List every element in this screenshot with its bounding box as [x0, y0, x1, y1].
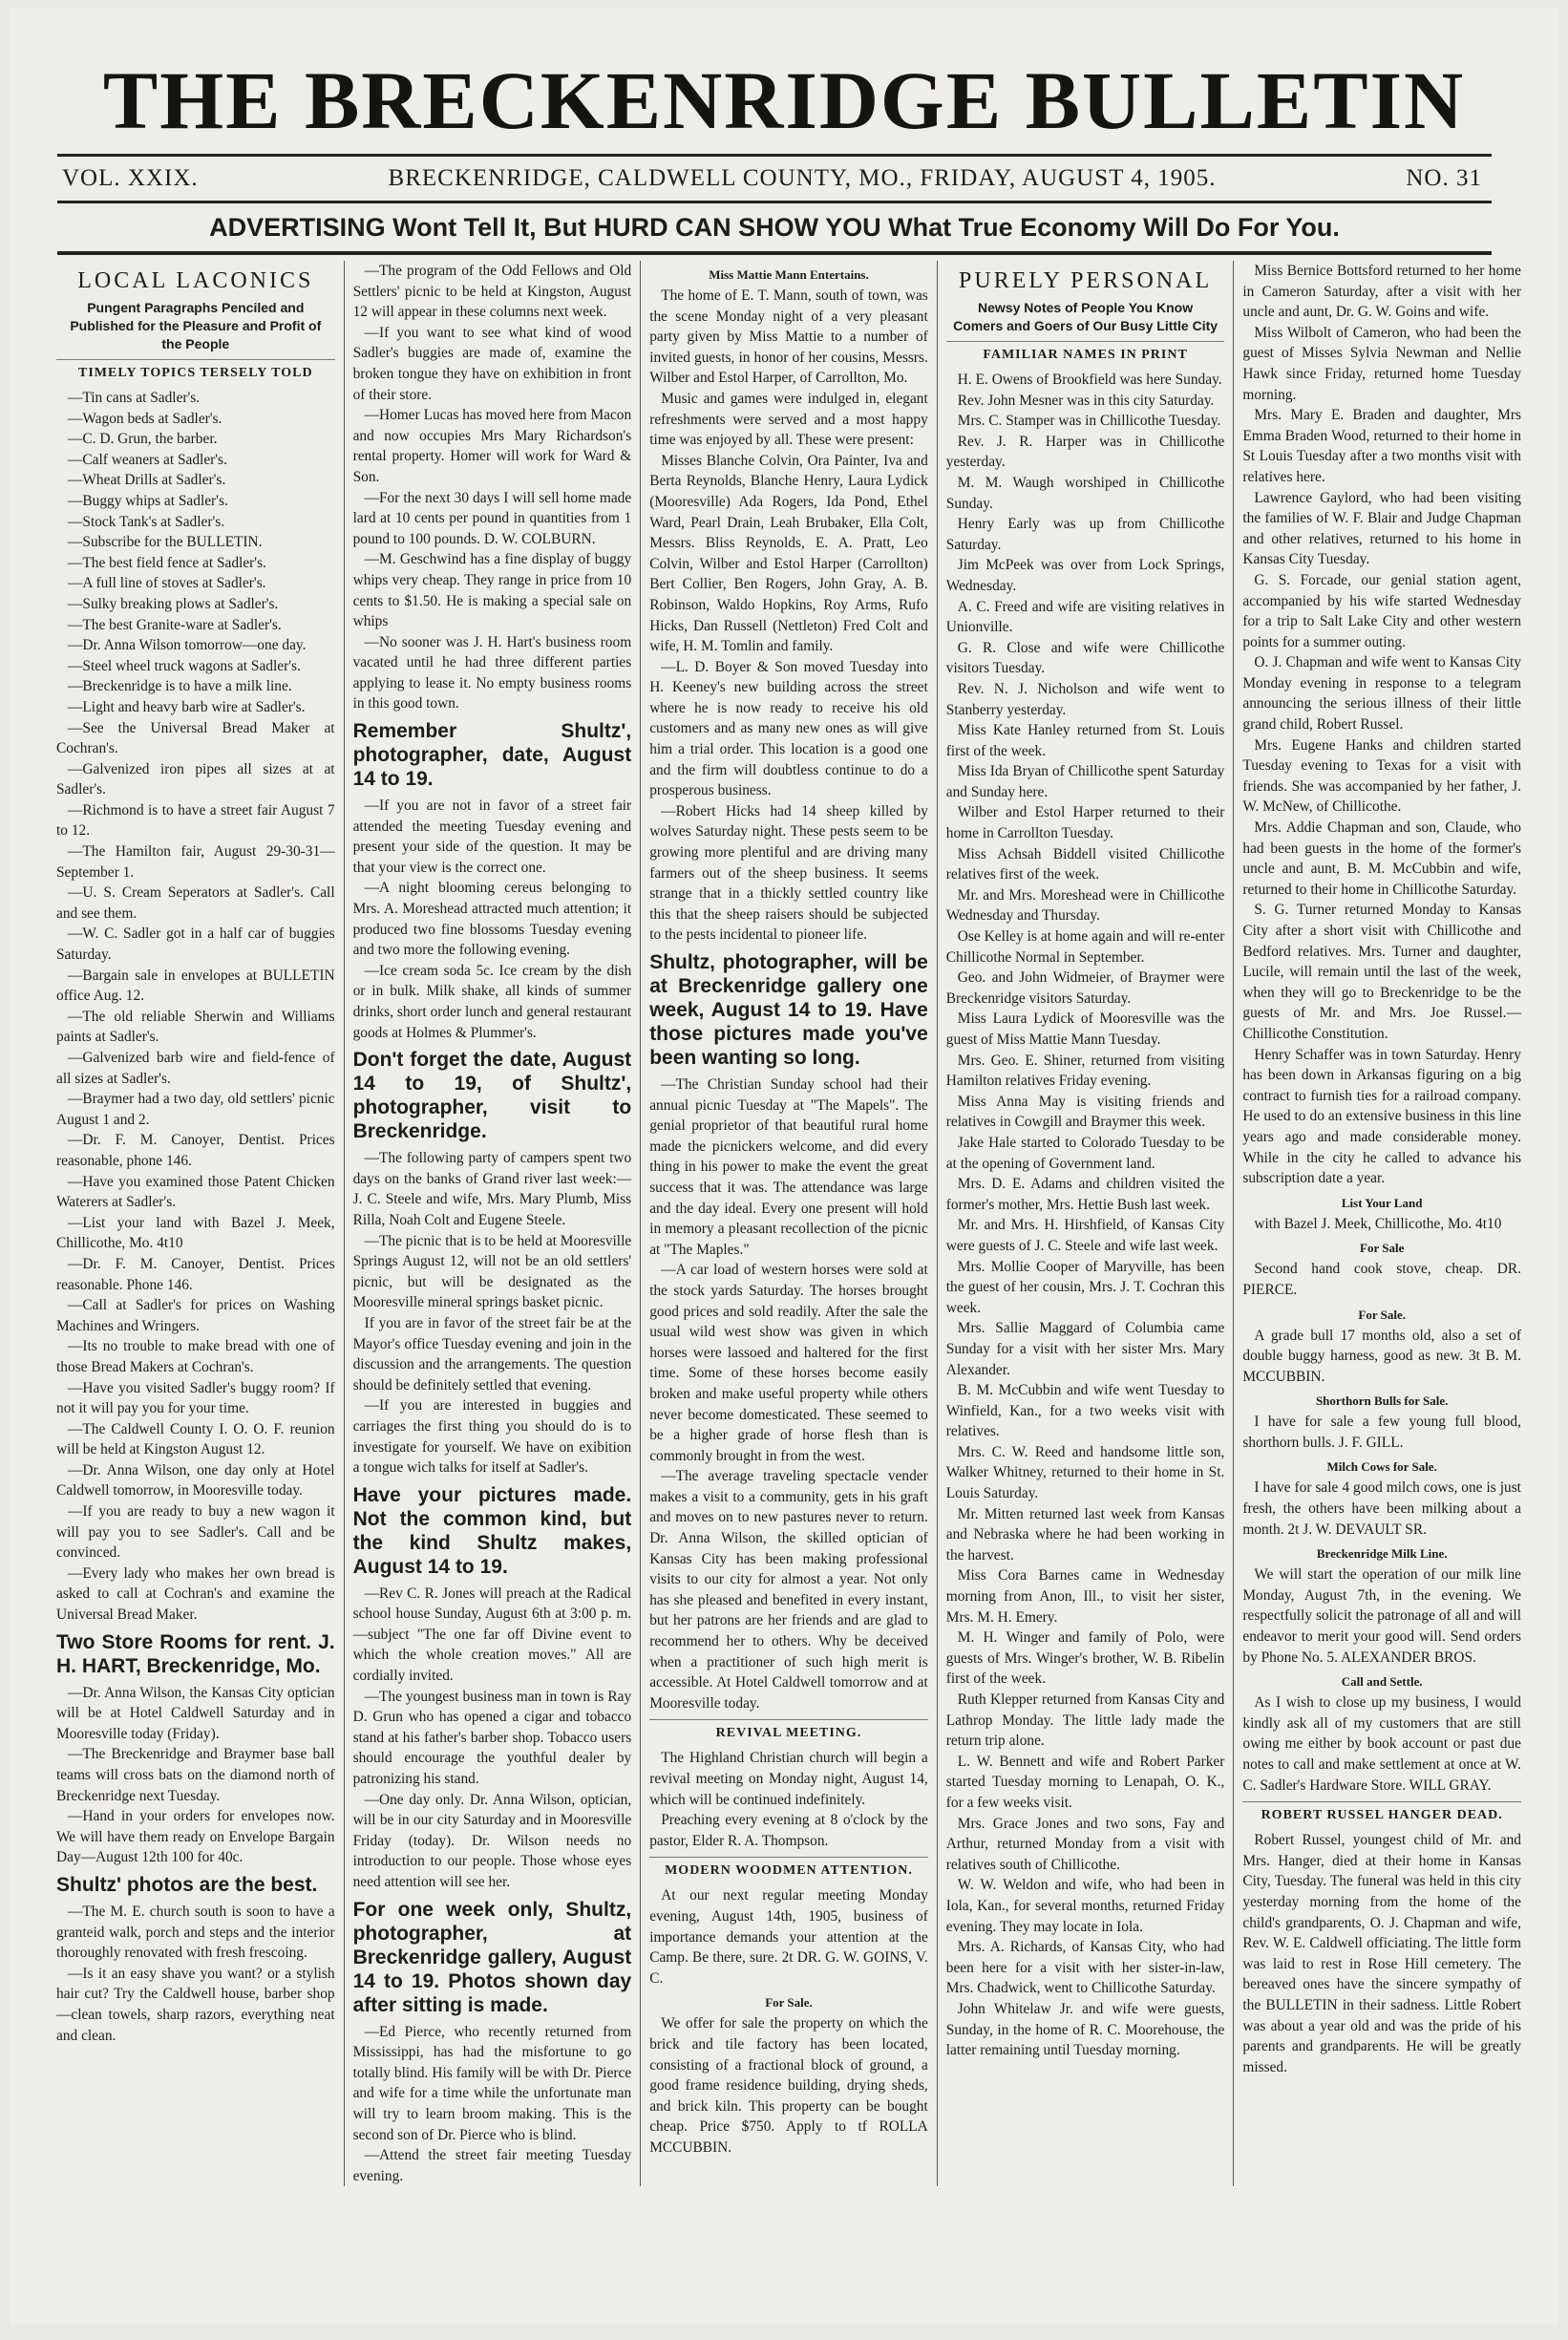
news-item: Ose Kelley is at home again and will re-enter Chillicothe Normal in September. [945, 928, 1225, 966]
news-item: —Ed Pierce, who recently returned from Mississippi, has had the misfortune to go totally blind. His family will be with Dr. Pierce and wife for a time while the unfortunate man will try to learn broom making. This is the second son of Dr. Pierce who is blind. [352, 2023, 632, 2143]
news-item: —Galvenized barb wire and field-fence of all sizes at Sadler's. [56, 1050, 335, 1087]
advertising-slogan: ADVERTISING Wont Tell It, But HURD CAN SHOW YOU What True Economy Will Do For You. [209, 213, 1340, 242]
item-heading: List Your Land [1341, 1195, 1423, 1210]
news-item: —The average traveling spectacle vender makes a visit to a community, gets in his graft and moves on to new pastures never to return. Dr. Anna Wilson, the skilled optician of Kansas City has been making professional visits to our city for almost a year. Not only has she pleased and benefited in every instant, but her patrons are her friends and are glad to recommend her to others. Why be deceived when a practitioner of such high merit is accessible. At Hotel Caldwell tomorrow and at Mooresville today. [649, 1468, 928, 1712]
item-heading: Milch Cows for Sale. [1326, 1459, 1437, 1475]
news-item: —U. S. Cream Seperators at Sadler's. Call and see them. [56, 884, 335, 922]
news-item: —Subscribe for the BULLETIN. [68, 534, 263, 551]
news-item: —Buggy whips at Sadler's. [68, 492, 228, 509]
column-5 [1234, 261, 1530, 2186]
news-item: Mrs. Eugene Hanks and children started Tuesday evening to Texas for a visit with friends. She was accompanied by her father, J. W. McNew, of Chillicothe. [1242, 736, 1521, 816]
news-item: We will start the operation of our milk line Monday, August 7th, in the evening. We respectfully solicit the patronage of all and will endeavor to merit your good will. Send orders by Phone No. 5. ALEXANDER BROS. [1242, 1566, 1521, 1666]
news-item: Miss Kate Hanley returned from St. Louis first of the week. [945, 722, 1225, 759]
news-item: Lawrence Gaylord, who had been visiting the families of W. F. Blair and Judge Chapman and other relatives, returned to his home in Kansas City Tuesday. [1242, 489, 1521, 568]
item-heading: For Sale. [1358, 1307, 1406, 1322]
news-item: —A night blooming cereus belonging to Mrs. A. Moreshead attracted much attention; it produced two fine blossoms Tuesday evening and two more the following evening. [352, 880, 632, 959]
subheading: REVIVAL MEETING. [649, 1719, 928, 1742]
news-item: Mrs. D. E. Adams and children visited the former's mother, Mrs. Hettie Bush last week. [945, 1176, 1225, 1213]
display-ad: Two Store Rooms for rent. J. H. HART, Breckenridge, Mo. [56, 1630, 335, 1677]
news-item: —One day only. Dr. Anna Wilson, optician, will be in our city Saturday and in Mooresville Friday (today). Dr. Wilson needs no introduction to our people. Those whose eyes need attention will see her. [352, 1791, 632, 1890]
news-item: Henry Schaffer was in town Saturday. Henry has been down in Arkansas figuring on a big contract to furnish ties for a railroad company. He used to do an extensive business in this line years ago and made considerable money. While in the city he called to advance his subscription date a year. [1242, 1046, 1521, 1187]
divider [57, 251, 1492, 255]
news-item: —Call at Sadler's for prices on Washing Machines and Wringers. [56, 1297, 335, 1334]
news-item: Miss Cora Barnes came in Wednesday morning from Anon, Ill., to visit her sister, Mrs. M. H. Emery. [945, 1567, 1225, 1626]
item-heading: Breckenridge Milk Line. [1316, 1546, 1448, 1562]
news-item: —Robert Hicks had 14 sheep killed by wolves Saturday night. These pests seem to be growing more plentiful and are driving many farmers out of the sheep business. It seems strange that in a thickly settled country like this that the sheep raisers should be subjected to the pests incidental to pioneer life. [649, 802, 928, 944]
news-item: —The following party of campers spent two days on the banks of Grand river last week:—J. C. Steele and wife, Mrs. Mary Plumb, Miss Rilla, Noah Colt and Eugene Steele. [352, 1150, 632, 1228]
news-item: A grade bull 17 months old, also a set of double buggy harness, good as new. 3t B. M. MCCUBBIN. [1242, 1327, 1521, 1385]
display-ad: Remember Shultz', photographer, date, August 14 to 19. [352, 720, 632, 791]
news-item: L. W. Bennett and wife and Robert Parker started Tuesday morning to Lenapah, O. K., for a few weeks visit. [945, 1753, 1225, 1811]
news-item: Miss Ida Bryan of Chillicothe spent Saturday and Sunday here. [945, 763, 1225, 800]
news-item: —Braymer had a two day, old settlers' picnic August 1 and 2. [56, 1091, 335, 1128]
place-date: BRECKENRIDGE, CALDWELL COUNTY, MO., FRIDAY, AUGUST 4, 1905. [388, 165, 1217, 191]
news-item: Rev. J. R. Harper was in Chillicothe yesterday. [945, 433, 1225, 471]
subheading: MODERN WOODMEN ATTENTION. [649, 1857, 928, 1880]
issue-number: NO. 31 [1406, 165, 1482, 191]
news-item: Mrs. C. W. Reed and handsome little son, Walker Whitney, returned to their home in St. Louis Saturday. [945, 1443, 1225, 1502]
news-item: We offer for sale the property on which the brick and tile factory has been located, consisting of a fractional block of ground, a good frame residence building, drying sheds, and brick kiln. This property can be bought cheap. Price $750. Apply to tf ROLLA MCCUBBIN. [649, 2015, 928, 2156]
news-item: —The old reliable Sherwin and Williams paints at Sadler's. [56, 1008, 335, 1046]
news-item: Henry Early was up from Chillicothe Saturday. [945, 516, 1225, 553]
column-4 [938, 261, 1235, 2186]
news-item: —The picnic that is to be held at Mooresville Springs August 12, will not be an old settlers' picnic, but will be designated as the Mooresville mineral springs basket picnic. [352, 1232, 632, 1311]
news-item: —The Breckenridge and Braymer base ball teams will cross bats on the diamond north of Breckenridge next Tuesday. [56, 1746, 335, 1804]
news-item: Robert Russel, youngest child of Mr. and Mrs. Hanger, died at their home in Kansas City, Tuesday. The funeral was held in this city yesterday morning from the home of the child's grandparents, O. J. Chapman and wife, Rev. W. E. Caldwell officiating. The little form was laid to rest in Rose Hill cemetery. The bereaved ones have the sincere sympathy of the BULLETIN in their sadness. Little Robert was about a year old and was the pride of his parents and grandparents. He will be greatly missed. [1242, 1832, 1521, 2075]
news-item: Mrs. A. Richards, of Kansas City, who had been here for a visit with her sister-in-law, Mrs. Chadwick, went to Chillicothe Saturday. [945, 1939, 1225, 1997]
subheading: ROBERT RUSSEL HANGER DEAD. [1242, 1801, 1521, 1824]
news-item: Jake Hale started to Colorado Tuesday to be at the opening of Government land. [945, 1134, 1225, 1172]
news-item: Rev. John Mesner was in this city Saturday. [957, 392, 1215, 409]
news-item: —Hand in your orders for envelopes now. We will have them ready on Envelope Bargain Day—August 12th 100 for 40c. [56, 1808, 335, 1866]
news-item: —Homer Lucas has moved here from Macon and now occupies Mrs Mary Richardson's rental property. Homer will work for Ward & Son. [352, 407, 632, 485]
news-item: Mr. and Mrs. Moreshead were in Chillicothe Wednesday and Thursday. [945, 886, 1225, 925]
section-heading: LOCAL LACONICS [77, 268, 314, 293]
news-item: Miss Wilbolt of Cameron, who had been the guest of Misses Sylvia Newman and Nellie Hawk since Friday, returned home Tuesday morning. [1242, 324, 1521, 403]
news-item: —The best field fence at Sadler's. [68, 554, 266, 571]
news-item: I have for sale a few young full blood, shorthorn bulls. J. F. GILL. [1242, 1414, 1521, 1451]
news-item: —Calf weaners at Sadler's. [68, 451, 227, 468]
news-item: John Whitelaw Jr. and wife were guests, Sunday, in the home of R. C. Moorehouse, the latter remaining until Tuesday morning. [945, 2000, 1225, 2059]
news-item: Wilber and Estol Harper returned to their home in Carrollton Tuesday. [945, 804, 1225, 842]
news-item: Miss Achsah Biddell visited Chillicothe relatives first of the week. [945, 845, 1225, 883]
news-item: —Dr. Anna Wilson, one day only at Hotel Caldwell tomorrow, in Mooresville today. [56, 1461, 335, 1500]
news-item: —Stock Tank's at Sadler's. [68, 513, 225, 530]
news-item: —Wheat Drills at Sadler's. [68, 472, 226, 489]
news-item: O. J. Chapman and wife went to Kansas City Monday evening in response to a telegram announcing the serious illness of their little grand child, Robert Russel. [1242, 654, 1521, 734]
news-item: Misses Blanche Colvin, Ora Painter, Iva and Berta Reynolds, Blanche Henry, Laura Lydick (Mooresville) Ada Rogers, Ida Pond, Ethel Ward, Pearl Drain, Leah Brubaker, Ella Colt, Messrs. Bliss Reynolds, E. A. Pratt, Leo Colvin, Wilber and Estol Harper (Carrollton) Bert Collier, Ben Rogers, John Gray, A. B. Robinson, Waldo Hopkins, Roy Arms, Rufo Hicks, Dan Russell (Nettleton) Fred Colt and wife, H. M. Tomlin and family. [649, 452, 928, 655]
display-ad: Have your pictures made. Not the common kind, but the kind Shultz makes, August 14 to 19. [352, 1483, 632, 1578]
news-item: Second hand cook stove, cheap. DR. PIERCE. [1242, 1261, 1521, 1298]
section-subtitle: Newsy Notes of People You Know Comers and Goers of Our Busy Little City [953, 300, 1218, 333]
news-item: S. G. Turner returned Monday to Kansas City after a short visit with Chillicothe and Bedford relatives. Mrs. Turner and daughter, Lucile, will remain until the last of the week, when they will go to Breckenridge to be the guests of Mr. and Mrs. Joe Russel.—Chillicothe Constitution. [1242, 902, 1521, 1042]
news-item: —Dr. F. M. Canoyer, Dentist. Prices reasonable, phone 146. [56, 1132, 335, 1169]
news-item: —Steel wheel truck wagons at Sadler's. [68, 657, 301, 674]
news-item: —W. C. Sadler got in a half car of buggies Saturday. [56, 925, 335, 964]
news-item: —Attend the street fair meeting Tuesday evening. [352, 2147, 632, 2184]
news-item: —For the next 30 days I will sell home made lard at 10 cents per pound in quantities from 1 pound to 100 pounds. D. W. COLBURN. [352, 489, 632, 547]
news-item: —Light and heavy barb wire at Sadler's. [68, 698, 306, 715]
news-item: —The Christian Sunday school had their annual picnic Tuesday at "The Mapels". The genial proprietor of that beautiful rural home made the picnickers welcome, and did every thing in his power to make the event the great success that it was. The attendance was large and the day ideal. Every one present will hold in memory a pleasant recollection of the picnic at "The Maples." [649, 1076, 928, 1258]
news-item: A. C. Freed and wife are visiting relatives in Unionville. [945, 598, 1225, 636]
item-heading: Shorthorn Bulls for Sale. [1315, 1393, 1449, 1409]
news-item: —The program of the Odd Fellows and Old Settlers' picnic to be held at Kingston, August 12 will appear in these columns next week. [352, 263, 632, 321]
news-item: —Dr. F. M. Canoyer, Dentist. Prices reasonable. Phone 146. [56, 1255, 335, 1293]
news-item: Mrs. C. Stamper was in Chillicothe Tuesday. [957, 413, 1221, 430]
news-item: —M. Geschwind has a fine display of buggy whips very cheap. They range in price from 10 cents to $1.50. He is making a special sale on whips [352, 551, 632, 630]
news-item: —Sulky breaking plows at Sadler's. [68, 595, 279, 612]
news-item: If you are in favor of the street fair be at the Mayor's office Tuesday evening and join in the discussion and the arrangements. The question should be definitely settled that evening. [352, 1314, 632, 1393]
news-item: B. M. McCubbin and wife went Tuesday to Winfield, Kan., for a two weeks visit with relatives. [945, 1382, 1225, 1440]
news-item: W. W. Weldon and wife, who had been in Iola, Kan., for several months, returned Friday evening. They may locate in Iola. [945, 1877, 1225, 1935]
news-item: —If you want to see what kind of wood Sadler's buggies are made of, examine the broken tongue they have on exhibition in front of their store. [352, 324, 632, 403]
news-item: —If you are not in favor of a street fair attended the meeting Tuesday evening and present your side of the question. It may be that your view is the correct one. [352, 798, 632, 876]
column-1 [48, 261, 345, 2186]
news-item: Mr. and Mrs. H. Hirshfield, of Kansas City were guests of J. C. Steele and wife last week. [945, 1217, 1225, 1254]
news-item: Geo. and John Widmeier, of Braymer were Breckenridge visitors Saturday. [945, 969, 1225, 1007]
news-item: —Ice cream soda 5c. Ice cream by the dish or in bulk. Milk shake, all kinds of summer drinks, short order lunch and general restaurant goods at Holmes & Plummer's. [352, 962, 632, 1041]
display-ad: For one week only, Shultz, photographer, at Breckenridge gallery, August 14 to 19. Photos shown day after sitting is made. [352, 1898, 632, 2016]
news-item: —No sooner was J. H. Hart's business room vacated until he had three different parties applying to lease it. No empty business rooms in this good town. [352, 633, 632, 713]
news-item: —Is it an easy shave you want? or a stylish hair cut? Try the Caldwell house, barber shop—clean towels, sharp razors, everything neat and clean. [56, 1965, 335, 2044]
news-item: —Galvenized iron pipes all sizes at at Sadler's. [56, 760, 335, 798]
newspaper-page [10, 8, 1558, 2325]
columns [48, 261, 1530, 2186]
news-item: —A car load of western horses were sold at the stock yards Saturday. The horses brought good prices and sold readily. After the sale the usual wild west show was given in which horses were lassoed and haltered for the first time. Some of these horses become easily broken and make useful property while others never become domesticated. These seemed to be a higher grade of horse flesh than is commonly brought in from the west. [649, 1262, 928, 1464]
subheading: TIMELY TOPICS TERSELY TOLD [56, 359, 335, 382]
news-item: Ruth Klepper returned from Kansas City and Lathrop Monday. The little lady made the return trip alone. [945, 1691, 1225, 1750]
news-item: G. S. Forcade, our genial station agent, accompanied by his wife started Wednesday for a trip to Salt Lake City and other western points for a summer outing. [1242, 571, 1521, 650]
display-ad: Shultz, photographer, will be at Breckenridge gallery one week, August 14 to 19. Have those pictures made you've been wanting so long. [649, 951, 928, 1069]
news-item: —Have you examined those Patent Chicken Waterers at Sadler's. [56, 1173, 335, 1211]
news-item: —Its no trouble to make bread with one of those Bread Makers at Cochran's. [56, 1338, 335, 1375]
display-ad: Shultz' photos are the best. [56, 1873, 318, 1896]
item-heading: Miss Mattie Mann Entertains. [709, 267, 869, 282]
news-item: Mrs. Mary E. Braden and daughter, Mrs Emma Braden Wood, returned to their home in St Louis Tuesday after a two months visit with relatives here. [1242, 407, 1521, 485]
news-item: M. H. Winger and family of Polo, were guests of Mrs. Winger's brother, W. B. Ribelin first of the week. [945, 1629, 1225, 1688]
news-item: —A full line of stoves at Sadler's. [68, 575, 266, 592]
news-item: —The Caldwell County I. O. O. F. reunion will be held at Kingston August 12. [56, 1420, 335, 1458]
item-heading: For Sale [1360, 1241, 1405, 1256]
volume: VOL. XXIX. [62, 165, 199, 191]
news-item: —The best Granite-ware at Sadler's. [68, 616, 282, 633]
news-item: As I wish to close up my business, I would kindly ask all of my customers that are still owing me either by book account or past due notes to call and make settlement at once at W. C. Sadler's Hardware Store. WILL GRAY. [1242, 1694, 1521, 1794]
news-item: —C. D. Grun, the barber. [68, 431, 218, 448]
news-item: Mrs. Addie Chapman and son, Claude, who had been guests in the home of the former's uncle and aunt, B. M. McCubbin and wife, returned to their home in Chillicothe Saturday. [1242, 819, 1521, 898]
news-item: Jim McPeek was over from Lock Springs, Wednesday. [945, 557, 1225, 594]
news-item: Miss Laura Lydick of Mooresville was the guest of Miss Mattie Mann Tuesday. [945, 1010, 1225, 1048]
column-3 [641, 261, 938, 2186]
news-item: —Breckenridge is to have a milk line. [68, 678, 292, 695]
news-item: M. M. Waugh worshiped in Chillicothe Sunday. [945, 474, 1225, 512]
display-ad: Don't forget the date, August 14 to 19, of Shultz', photographer, visit to Breckenridge. [352, 1049, 632, 1143]
subheading: FAMILIAR NAMES IN PRINT [946, 341, 1225, 364]
masthead-title: THE BRECKENRIDGE BULLETIN [102, 54, 1466, 146]
news-item: Mr. Mitten returned last week from Kansas and Nebraska where he had been working in the harvest. [945, 1505, 1225, 1564]
news-item: At our next regular meeting Monday evening, August 14th, 1905, business of importance demands your attention at the Camp. Be there, sure. 2t DR. G. W. GOINS, V. C. [649, 1887, 928, 1987]
news-item: —If you are interested in buggies and carriages the first thing you should do is to investigate for yourself. We have on exibition a tongue wich talks for itself at Sadler's. [352, 1397, 632, 1477]
column-2 [345, 261, 642, 2186]
news-item: Preaching every evening at 8 o'clock by the pastor, Elder R. A. Thompson. [649, 1812, 928, 1849]
news-item: with Bazel J. Meek, Chillicothe, Mo. 4t10 [1254, 1215, 1502, 1232]
news-item: —List your land with Bazel J. Meek, Chillicothe, Mo. 4t10 [56, 1214, 335, 1252]
news-item: —Dr. Anna Wilson, the Kansas City optician will be at Hotel Caldwell Saturday and in Mooresville today (Friday). [56, 1684, 335, 1742]
section-subtitle: Pungent Paragraphs Penciled and Published for the Pleasure and Profit of the People [70, 300, 322, 351]
news-item: —Dr. Anna Wilson tomorrow—one day. [68, 637, 307, 654]
news-item: —The M. E. church south is soon to have a granteid walk, porch and steps and the interior thoroughly renovated with fresh frescoing. [56, 1903, 335, 1962]
item-heading: Call and Settle. [1341, 1674, 1423, 1690]
news-item: I have for sale 4 good milch cows, one is just fresh, the others have been milking about a month. 2t J. W. DEVAULT SR. [1242, 1479, 1521, 1538]
news-item: —L. D. Boyer & Son moved Tuesday into H. Keeney's new building across the street where he is now ready to receive his old customers and as many new ones as will give him a trial order. This location is a good one and the firm will doubtless continue to do a prosperous business. [649, 658, 928, 799]
news-item: —Rev C. R. Jones will preach at the Radical school house Sunday, August 6th at 3:00 p. m.—subject "The one far off Divine event to which the whole creation moves." All are cordially invited. [352, 1585, 632, 1685]
news-item: —Richmond is to have a street fair August 7 to 12. [56, 801, 335, 840]
divider [57, 201, 1492, 203]
news-item: —Have you visited Sadler's buggy room? If not it will pay you for your time. [56, 1379, 335, 1417]
news-item: The home of E. T. Mann, south of town, was the scene Monday night of a very pleasant party given by Miss Mattie to a number of invited guests, in honor of her cousins, Messrs. Wilber and Estol Harper, of Carrollton, Mo. [649, 287, 928, 387]
dateline [62, 162, 1482, 195]
news-item: —The Hamilton fair, August 29-30-31—September 1. [56, 843, 335, 881]
section-heading: PURELY PERSONAL [959, 268, 1213, 293]
news-item: —Every lady who makes her own bread is asked to call at Cochran's and examine the Universal Bread Maker. [56, 1564, 335, 1624]
news-item: Miss Bernice Bottsford returned to her home in Cameron Saturday, after a visit with her uncle and aunt, Dr. G. W. Goins and wife. [1242, 263, 1521, 321]
news-item: —See the Universal Bread Maker at Cochran's. [56, 719, 335, 757]
news-item: H. E. Owens of Brookfield was here Sunday. [957, 372, 1222, 388]
divider [57, 154, 1492, 157]
news-item: —Bargain sale in envelopes at BULLETIN office Aug. 12. [56, 967, 335, 1005]
news-item: Mrs. Grace Jones and two sons, Fay and Arthur, returned Monday from a visit with relatives south of Chillicothe. [945, 1815, 1225, 1873]
news-item: Music and games were indulged in, elegant refreshments were served and a most happy time was enjoyed by all. These were present: [649, 390, 928, 449]
news-item: —The youngest business man in town is Ray D. Grun who has opened a cigar and tobacco stand at his father's barber shop. Tobacco users should encourage the youthful dealer by patronizing his stand. [352, 1688, 632, 1788]
news-item: —If you are ready to buy a new wagon it will pay you to see Sadler's. Call and be convinced. [56, 1503, 335, 1562]
item-heading: For Sale. [765, 1995, 813, 2010]
news-item: —Tin cans at Sadler's. [68, 390, 201, 406]
news-item: Mrs. Geo. E. Shiner, returned from visiting Hamilton relatives Friday evening. [945, 1052, 1225, 1090]
news-item: The Highland Christian church will begin a revival meeting on Monday night, August 14, which will be continued indefinitely. [649, 1750, 928, 1808]
news-item: Mrs. Sallie Maggard of Columbia came Sunday for a visit with her sister Mrs. Mary Alexander. [945, 1320, 1225, 1378]
news-item: Rev. N. J. Nicholson and wife went to Stanberry yesterday. [945, 680, 1225, 718]
news-item: Miss Anna May is visiting friends and relatives in Cowgill and Braymer this week. [945, 1093, 1225, 1131]
news-item: G. R. Close and wife were Chillicothe visitors Tuesday. [945, 639, 1225, 677]
news-item: —Wagon beds at Sadler's. [68, 410, 222, 427]
news-item: Mrs. Mollie Cooper of Maryville, has been the guest of her cousin, Mrs. J. T. Cochran this week. [945, 1258, 1225, 1316]
